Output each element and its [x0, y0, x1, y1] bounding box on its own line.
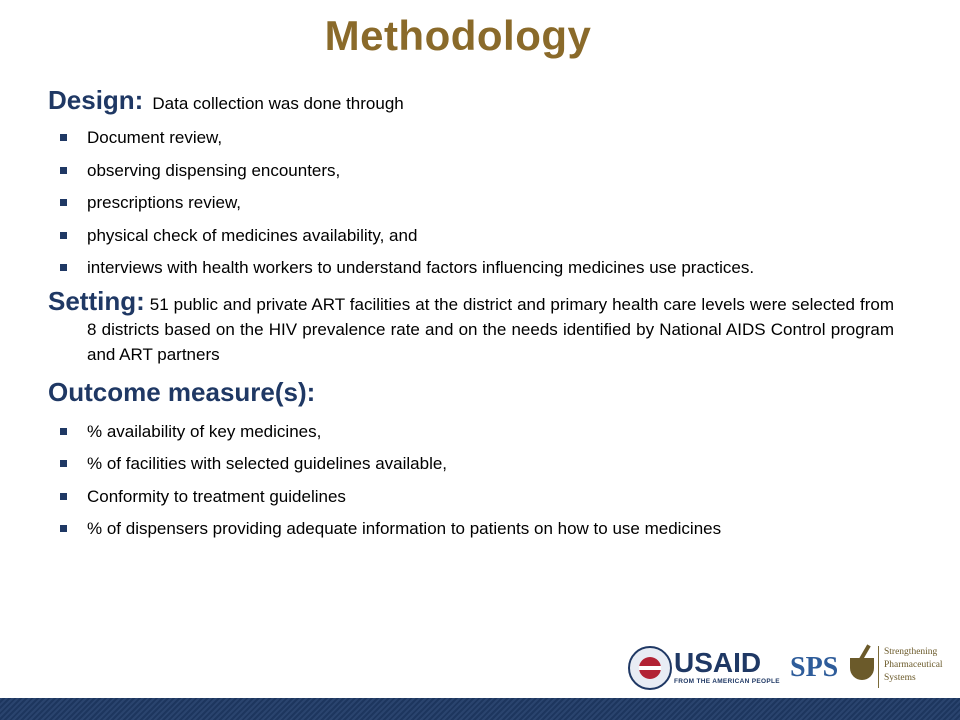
design-heading: Design: — [48, 85, 144, 115]
square-bullet-icon — [60, 428, 67, 435]
design-intro: Data collection was done through — [152, 94, 404, 113]
setting-text: 51 public and private ART facilities at the district and primary health care levels were selected from 8 districts based on the HIV prevalence rate and on the needs identified by National AIDS Control program and ART partners — [87, 294, 894, 364]
setting-section — [48, 285, 894, 367]
list-item: % of facilities with selected guidelines available, — [48, 452, 894, 476]
square-bullet-icon — [60, 460, 67, 467]
design-section — [48, 82, 894, 122]
slide-title: Methodology — [324, 12, 592, 59]
outcome-heading: Outcome measure(s): — [48, 376, 316, 407]
list-item: Document review, — [48, 126, 894, 150]
square-bullet-icon — [60, 167, 67, 174]
square-bullet-icon — [60, 134, 67, 141]
sps-wordmark: Strengthening Pharmaceutical Systems — [884, 647, 943, 683]
outcome-section — [48, 377, 894, 408]
square-bullet-icon — [60, 493, 67, 500]
partner-logos — [628, 642, 943, 692]
outcome-list — [48, 420, 894, 542]
list-item: physical check of medicines availability, and — [48, 224, 894, 248]
list-item: observing dispensing encounters, — [48, 159, 894, 183]
square-bullet-icon — [60, 232, 67, 239]
mortar-icon — [850, 658, 874, 680]
sps-logo: SPS — [790, 652, 839, 683]
logo-divider — [878, 646, 879, 688]
list-item: interviews with health workers to understand factors influencing medicines use practices. — [48, 256, 894, 280]
list-item: % of dispensers providing adequate information to patients on how to use medicines — [48, 517, 894, 541]
list-item: Conformity to treatment guidelines — [48, 485, 894, 509]
usaid-logo: USAID FROM THE AMERICAN PEOPLE — [674, 647, 780, 685]
usaid-seal-icon — [628, 646, 672, 690]
square-bullet-icon — [60, 264, 67, 271]
setting-heading: Setting: — [48, 285, 145, 316]
list-item: prescriptions review, — [48, 191, 894, 215]
list-item: % availability of key medicines, — [48, 420, 894, 444]
square-bullet-icon — [60, 199, 67, 206]
design-list — [48, 126, 894, 280]
slide-content — [48, 82, 894, 550]
footer-bar — [0, 698, 960, 720]
square-bullet-icon — [60, 525, 67, 532]
